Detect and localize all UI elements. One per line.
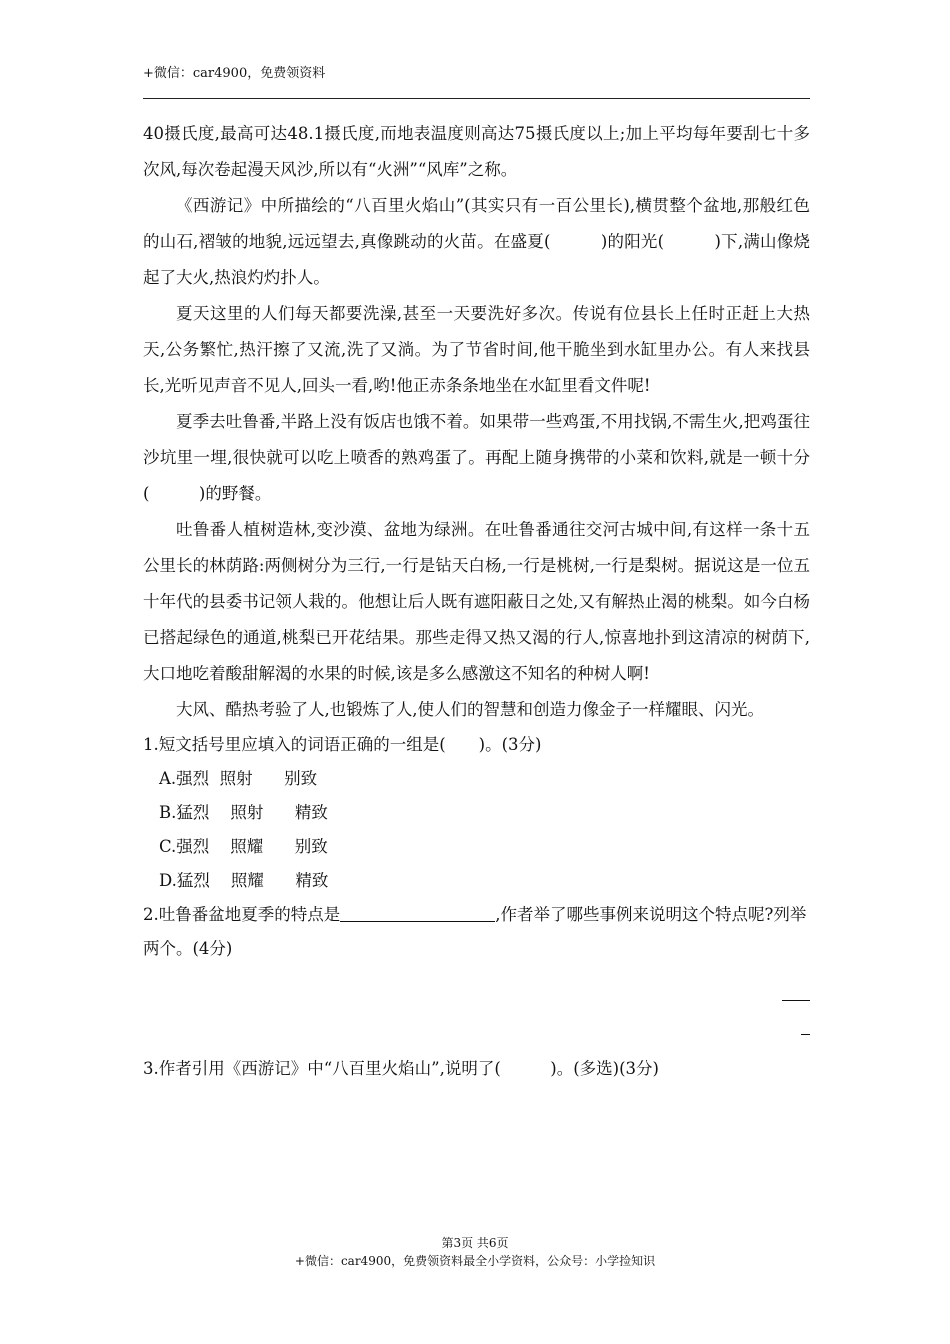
- page-number: 第3页 共6页: [441, 1236, 509, 1250]
- question-1-option-d: D.猛烈 照耀 精致: [159, 871, 329, 890]
- paragraph-bathing: 夏天这里的人们每天都要洗澡,甚至一天要洗好多次。传说有位县长上任时正赶上大热天,公务繁忙,热汗擦了又流,洗了又淌。为了节省时间,他干脆坐到水缸里办公。有人来找县长,光听见声音不见人,回头一看,哟!他正赤条条地坐在水缸里看文件呢!: [143, 304, 810, 395]
- answer-line: [801, 1034, 810, 1035]
- question-2-answer-area[interactable]: [143, 966, 810, 1052]
- question-2-answer-blank[interactable]: [340, 903, 495, 922]
- paragraph-flame-mountain: 《西游记》中所描绘的“八百里火焰山”(其实只有一百公里长),横贯整个盆地,那般红色的山石,褶皱的地貌,远远望去,真像跳动的火苗。在盛夏( )的阳光( )下,满山像烧起了大火,热浪灼灼扑人。: [143, 196, 810, 287]
- question-2-stem: [143, 898, 810, 966]
- paragraph-conclusion: 大风、酷热考验了人,也锻炼了人,使人们的智慧和创造力像金子一样耀眼、闪光。: [176, 700, 764, 719]
- header-rule: [143, 98, 810, 99]
- question-1-stem: 1.短文括号里应填入的词语正确的一组是( )。(3分): [143, 735, 542, 754]
- question-1-option-b: B.猛烈 照射 精致: [159, 803, 328, 822]
- question-2-stem-before: 2.吐鲁番盆地夏季的特点是: [143, 905, 341, 924]
- question-2-stem-after: ,作者举了哪些事例来说明这个特点呢?列举两个。(4分): [143, 905, 807, 958]
- question-1-option-c: C.强烈 照耀 别致: [159, 837, 328, 856]
- paragraph-continuation: 40摄氏度,最高可达48.1摄氏度,而地表温度则高达75摄氏度以上;加上平均每年要刮七十多次风,每次卷起漫天风沙,所以有“火洲”“风库”之称。: [143, 124, 810, 179]
- article-body: [143, 116, 810, 1086]
- question-3-stem: 3.作者引用《西游记》中“八百里火焰山”,说明了( )。(多选)(3分): [143, 1059, 659, 1078]
- paragraph-trees: 吐鲁番人植树造林,变沙漠、盆地为绿洲。在吐鲁番通往交河古城中间,有这样一条十五公里长的林荫路:两侧树分为三行,一行是钻天白杨,一行是桃树,一行是梨树。据说这是一位五十年代的县委书记领人栽的。他想让后人既有遮阳蔽日之处,又有解热止渴的桃梨。如今白杨已搭起绿色的通道,桃梨已开花结果。那些走得又热又渴的行人,惊喜地扑到这清凉的树荫下,大口地吃着酸甜解渴的水果的时候,该是多么感激这不知名的种树人啊!: [143, 520, 810, 683]
- footer-note: +微信：car4900，免费领资料最全小学资料，公众号：小学捡知识: [294, 1254, 656, 1268]
- answer-line: [782, 1000, 810, 1001]
- header-note: +微信：car4900，免费领资料: [143, 66, 326, 81]
- paragraph-eggs: 夏季去吐鲁番,半路上没有饭店也饿不着。如果带一些鸡蛋,不用找锅,不需生火,把鸡蛋往沙坑里一埋,很快就可以吃上喷香的熟鸡蛋了。再配上随身携带的小菜和饮料,就是一顿十分( )的野餐。: [143, 412, 810, 503]
- question-1-option-a: A.强烈 照射 别致: [159, 769, 318, 788]
